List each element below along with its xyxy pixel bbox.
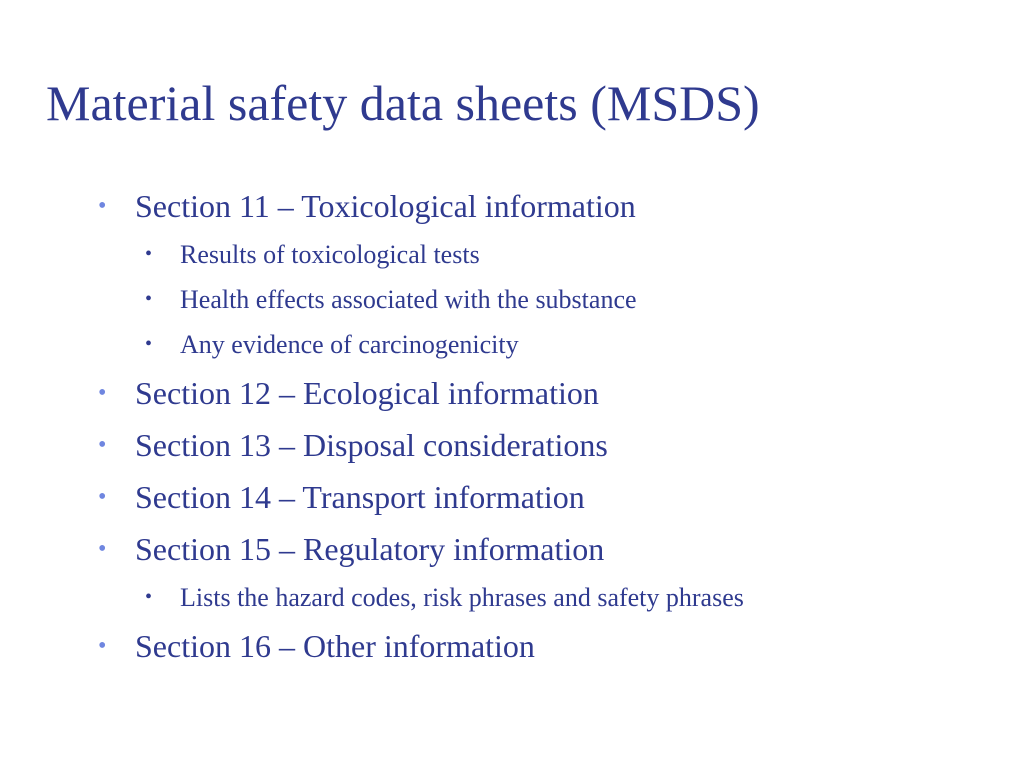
sub-bullet-icon: •: [145, 333, 153, 355]
bullet-icon: •: [98, 380, 107, 406]
sub-bullet-text: Results of toxicological tests: [180, 240, 480, 269]
bullet-icon: •: [98, 536, 107, 562]
bullet-item-section-11: [98, 180, 998, 232]
sub-bullet-item-toxicological-tests: [98, 232, 998, 277]
sub-bullet-text: Lists the hazard codes, risk phrases and safety phrases: [180, 583, 744, 612]
bullet-item-section-14: [98, 471, 998, 523]
bullet-text: Section 14 – Transport information: [135, 479, 585, 515]
sub-bullet-item-hazard-codes: [98, 575, 998, 620]
bullet-item-section-12: [98, 367, 998, 419]
bullet-text: Section 11 – Toxicological information: [135, 188, 636, 224]
bullet-icon: •: [98, 193, 107, 219]
sub-bullet-item-health-effects: [98, 277, 998, 322]
sub-bullet-icon: •: [145, 586, 153, 608]
bullet-list: [98, 180, 998, 672]
bullet-icon: •: [98, 633, 107, 659]
bullet-text: Section 12 – Ecological information: [135, 375, 599, 411]
bullet-icon: •: [98, 432, 107, 458]
bullet-icon: •: [98, 484, 107, 510]
sub-bullet-text: Health effects associated with the substance: [180, 285, 637, 314]
slide-title: Material safety data sheets (MSDS): [46, 75, 760, 131]
bullet-text: Section 15 – Regulatory information: [135, 531, 605, 567]
bullet-item-section-13: [98, 419, 998, 471]
bullet-item-section-15: [98, 523, 998, 575]
sub-bullet-icon: •: [145, 288, 153, 310]
sub-bullet-text: Any evidence of carcinogenicity: [180, 330, 519, 359]
bullet-text: Section 13 – Disposal considerations: [135, 427, 608, 463]
bullet-item-section-16: [98, 620, 998, 672]
sub-bullet-item-carcinogenicity: [98, 322, 998, 367]
bullet-text: Section 16 – Other information: [135, 628, 535, 664]
sub-bullet-icon: •: [145, 243, 153, 265]
